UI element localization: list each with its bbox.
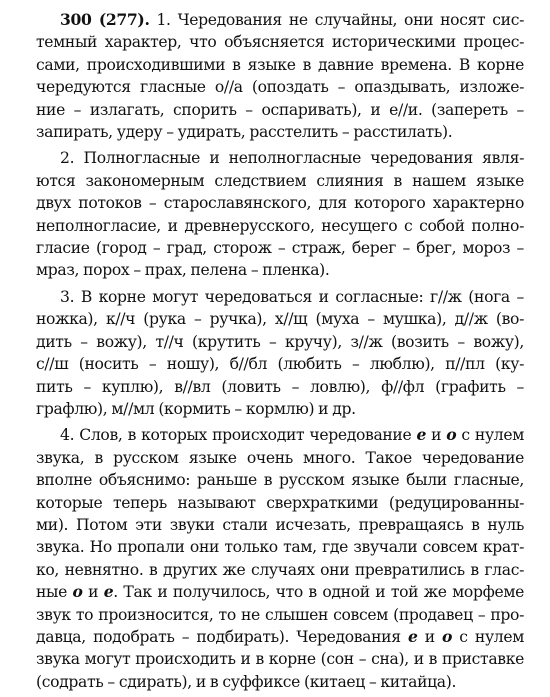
example-letter: о	[442, 626, 453, 646]
example-letter: о	[72, 582, 83, 602]
text-line: гласие (город – град, сторож – страж, берег – брег, мороз –	[36, 239, 524, 258]
text-line: чередуются гласные о//а (опоздать – опаздывать, изложе-	[36, 78, 524, 97]
paragraph-1	[36, 9, 524, 143]
paragraph-3	[36, 286, 524, 420]
text-line: графлю), м//мл (кормить – кормлю) и др.	[36, 399, 356, 418]
text-line	[36, 9, 524, 31]
paragraph-4	[36, 424, 524, 693]
text-line: (содрать – сдирать), и в суффиксе (китаец – китайца).	[36, 672, 457, 691]
example-letter: о	[446, 425, 457, 445]
text-line: с//ш (носить – ношу), б//бл (любить – люблю), п//пл (ку-	[36, 355, 524, 374]
text-line: звука могут происходить и в корне (сон – сна), и в приставке	[36, 650, 524, 669]
text-line: звук то произносится, то не слышен совсем (продавец – про-	[36, 605, 524, 624]
text-line: темный характер, что объясняется историческими процес-	[36, 33, 524, 52]
text-line: давца, подобрать – подбирать). Чередования е и о с нулем	[36, 626, 524, 646]
text-line: двух потоков – старославянского, для которого характерно	[36, 194, 524, 213]
example-letter: е	[407, 626, 418, 646]
example-letter: е	[103, 582, 114, 602]
text-line: ются закономерным следствием слияния в нашем языке	[36, 171, 524, 190]
text-line: ножка), к//ч (рука – ручка), х//щ (муха – мушка), д//ж (во-	[36, 310, 524, 329]
text-line: ние – излагать, спорить – оспаривать), и е//и. (запереть –	[36, 100, 524, 119]
example-letter: е	[416, 425, 427, 445]
text-line: ные о и е. Так и получилось, что в одной и той же морфеме	[36, 582, 524, 602]
text-line: звука, в русском языке очень много. Такое чередование	[36, 448, 524, 467]
text-line: 3. В корне могут чередоваться и согласные: г//ж (нога –	[60, 287, 524, 306]
text-line: мраз, порох – прах, пелена – пленка).	[36, 261, 330, 280]
text-line: которые теперь называют сверхраткими (редуцированны-	[36, 493, 524, 512]
text-line: запирать, удеру – удирать, расстелить – расстилать).	[36, 123, 453, 142]
text-line: ми). Потом эти звуки стали исчезать, превращаясь в нуль	[36, 515, 524, 534]
text-line: звука. Но пропали они только там, где звучали совсем крат-	[36, 538, 524, 557]
textbook-page	[36, 9, 524, 697]
text-line: дить – вожу), т//ч (крутить – кручу), з//ж (возить – вожу),	[36, 332, 524, 351]
text-line: пить – куплю), в//вл (ловить – ловлю), ф//фл (графить –	[36, 377, 524, 396]
text-line: ко, невнятно. в других же случаях они превратились в глас-	[36, 560, 524, 579]
paragraph-2	[36, 147, 524, 281]
text-line: 4. Слов, в которых происходит чередование е и о с нулем	[60, 425, 524, 445]
text-line: 2. Полногласные и неполногласные чередования явля-	[60, 149, 524, 168]
text-line: сами, происходившими в языке в давние времена. В корне	[36, 55, 524, 74]
line-text: 1. Чередования не случайны, они носят сис-	[156, 11, 524, 29]
exercise-number: 300 (277).	[60, 10, 150, 29]
text-line: неполногласие, и древнерусского, несущего с собой полно-	[36, 216, 524, 235]
text-line: вполне объяснимо: раньше в русском языке были гласные,	[36, 471, 524, 490]
